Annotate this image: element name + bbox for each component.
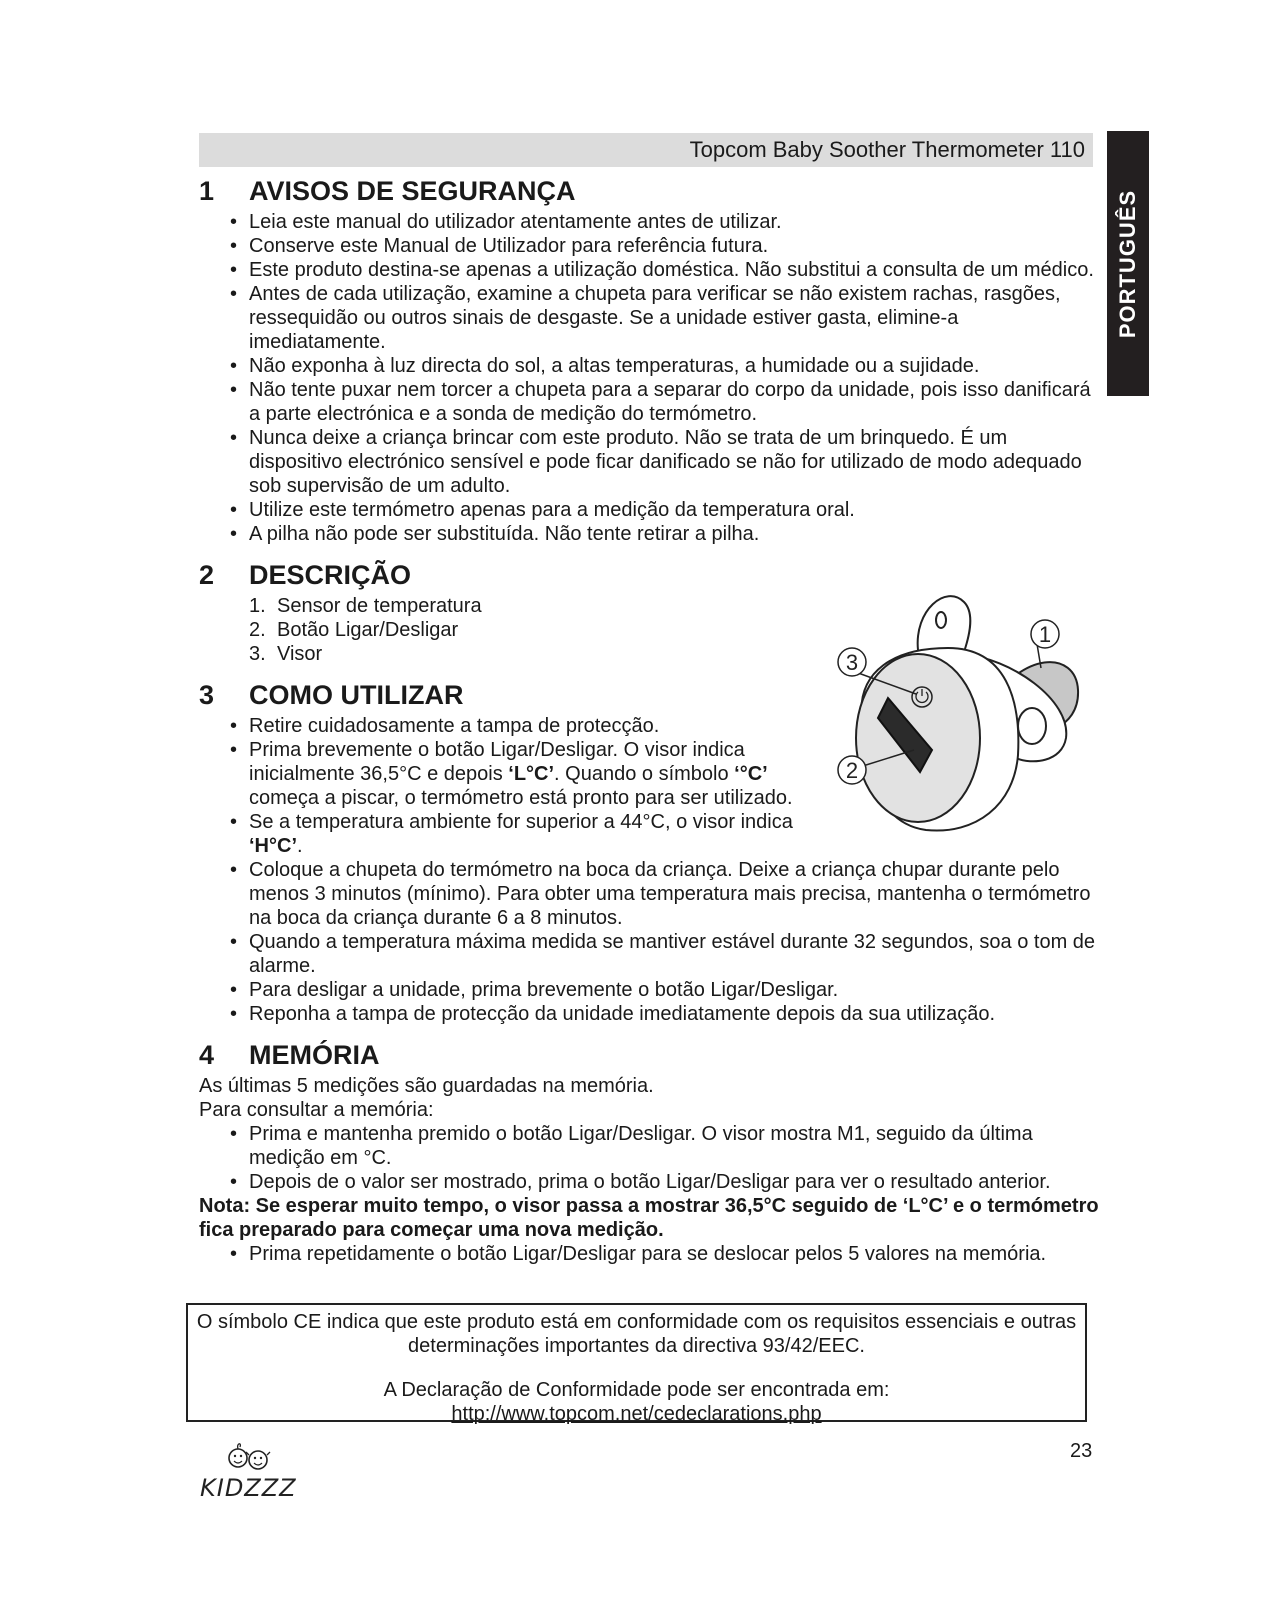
ce-notice-box (186, 1303, 1087, 1425)
kidzzz-logo (196, 1440, 306, 1502)
list-item: • Conserve este Manual de Utilizador para referência futura. (199, 234, 1099, 258)
item-number: 2. (249, 619, 266, 641)
list-item: • A pilha não pode ser substituída. Não tente retirar a pilha. (199, 522, 1099, 546)
section-heading-description (199, 556, 1099, 594)
language-tab-label: PORTUGUÊS (1115, 189, 1140, 338)
ce-line: A Declaração de Conformidade pode ser encontrada em: (383, 1379, 890, 1401)
list-item: • Não tente puxar nem torcer a chupeta para a separar do corpo da unidade, pois isso danificará a parte electrónica e a sonda de medição do termómetro. (199, 378, 1099, 426)
list-item: • Depois de o valor ser mostrado, prima o botão Ligar/Desligar para ver o resultado anterior. (199, 1170, 1099, 1194)
section-number: 3 (199, 680, 215, 710)
header-bar (199, 133, 1093, 167)
list-item: • Utilize este termómetro apenas para a medição da temperatura oral. (199, 498, 1099, 522)
list-item: • Não exponha à luz directa do sol, a altas temperaturas, a humidade ou a sujidade. (199, 354, 1099, 378)
section-title: COMO UTILIZAR (249, 680, 464, 710)
item-text: inicialmente 36,5°C e depois (249, 763, 509, 785)
declaration-link[interactable]: http://www.topcom.net/cedeclarations.php (451, 1403, 822, 1425)
callout-label: 2 (845, 758, 859, 783)
logo-text: KIDZZZ (200, 1474, 297, 1502)
product-diagram (836, 590, 1096, 860)
list-item: • Para desligar a unidade, prima brevemente o botão Ligar/Desligar. (199, 978, 1099, 1002)
item-text: começa a piscar, o termómetro está pronto para ser utilizado. (249, 787, 793, 809)
page-number: 23 (1070, 1440, 1093, 1462)
memory-list-last (199, 1242, 1099, 1266)
list-item: • Quando a temperatura máxima medida se mantiver estável durante 32 segundos, soa o tom de alarme. (199, 930, 1099, 978)
section-heading-safety (199, 172, 1099, 210)
item-text: . Quando o símbolo (554, 763, 735, 785)
callout-label: 3 (845, 650, 859, 675)
list-item: • Prima e mantenha premido o botão Ligar/Desligar. O visor mostra M1, seguido da última medição em °C. (199, 1122, 1099, 1170)
list-item: • Coloque a chupeta do termómetro na boca da criança. Deixe a criança chupar durante pelo menos 3 minutos (mínimo). Para obter uma temperatura mais precisa, mantenha o termómetro na boca da criança durante 6 a 8 minutos. (199, 858, 1099, 930)
item-number: 1. (249, 595, 266, 617)
list-item: • Antes de cada utilização, examine a chupeta para verificar se não existem rachas, rasgões, ressequidão ou outros sinais de desgaste. Se a unidade estiver gasta, elimine-a imediatamente. (199, 282, 1099, 354)
item-text: Prima brevemente o botão Ligar/Desligar. O visor indica (249, 739, 745, 761)
list-item: • Prima repetidamente o botão Ligar/Desligar para se deslocar pelos 5 valores na memória. (199, 1242, 1099, 1266)
symbol-lc: ‘L°C’ (508, 763, 555, 785)
item-text: Botão Ligar/Desligar (277, 619, 459, 641)
list-item: • Reponha a tampa de protecção da unidade imediatamente depois da sua utilização. (199, 1002, 1099, 1026)
list-item: • Leia este manual do utilizador atentamente antes de utilizar. (199, 210, 1099, 234)
paragraph: Para consultar a memória: (199, 1099, 434, 1121)
section-title: AVISOS DE SEGURANÇA (249, 176, 576, 206)
item-text: . (297, 835, 303, 857)
document-title: Topcom Baby Soother Thermometer 110 (689, 137, 1085, 162)
item-text: Sensor de temperatura (277, 595, 482, 617)
section-title: DESCRIÇÃO (249, 560, 412, 590)
paragraph: As últimas 5 medições são guardadas na memória. (199, 1075, 654, 1097)
item-text: Se a temperatura ambiente for superior a 44°C, o visor indica (249, 811, 793, 833)
language-tab (1107, 131, 1149, 396)
list-item: • Nunca deixe a criança brincar com este produto. Não se trata de um brinquedo. É um dispositivo electrónico sensível e pode ficar danificado se não for utilizado de modo adequado sob supervisão de um adulto. (199, 426, 1099, 498)
item-text: Visor (277, 643, 323, 665)
symbol-c: ‘°C’ (734, 763, 768, 785)
section-number: 2 (199, 560, 215, 590)
note: Nota: Se esperar muito tempo, o visor passa a mostrar 36,5°C seguido de ‘L°C’ e o termómetro fica preparado para começar uma nova medição. (199, 1195, 1099, 1241)
callout-label: 1 (1038, 622, 1052, 647)
safety-list (199, 210, 1099, 546)
section-heading-memory (199, 1036, 1099, 1074)
symbol-hc: ‘H°C’ (249, 835, 297, 857)
ce-line: O símbolo CE indica que este produto está em conformidade com os requisitos essenciais e outras (196, 1311, 1077, 1333)
section-number: 4 (199, 1040, 215, 1070)
memory-list (199, 1122, 1099, 1194)
list-item: • Este produto destina-se apenas a utilização doméstica. Não substitui a consulta de um médico. (199, 258, 1099, 282)
section-title: MEMÓRIA (249, 1040, 380, 1070)
item-number: 3. (249, 643, 266, 665)
ce-line: determinações importantes da directiva 93/42/EEC. (408, 1335, 865, 1357)
list-item: • Retire cuidadosamente a tampa de protecção. (199, 714, 1099, 738)
section-number: 1 (199, 176, 215, 206)
